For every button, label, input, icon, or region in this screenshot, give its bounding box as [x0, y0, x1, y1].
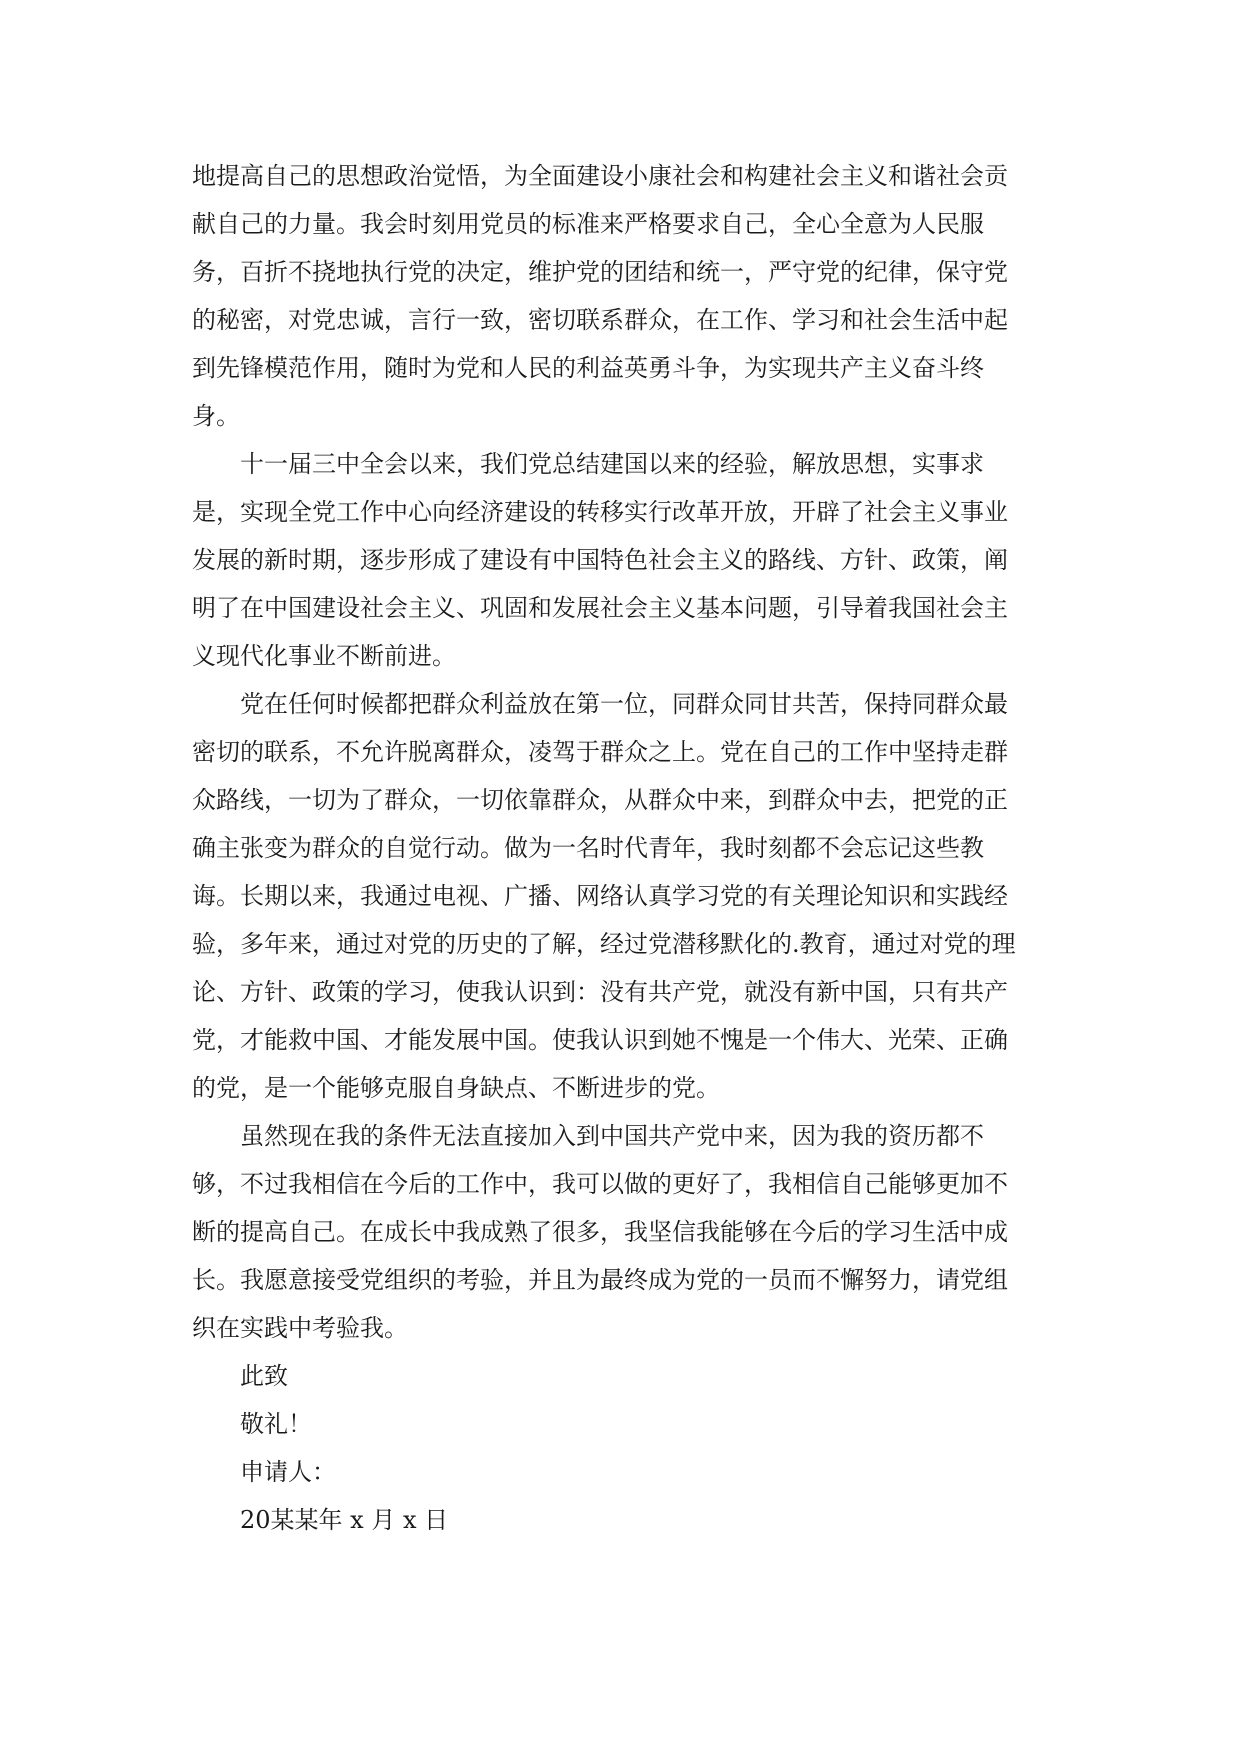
text-line: 诲。长期以来，我通过电视、广播、网络认真学习党的有关理论知识和实践经 [192, 882, 1008, 910]
text-line: 党在任何时候都把群众利益放在第一位，同群众同甘共苦，保持同群众最 [240, 690, 1008, 718]
text-line: 论、方针、政策的学习，使我认识到：没有共产党，就没有新中国，只有共产 [192, 978, 1008, 1006]
regards: 敬礼！ [240, 1410, 312, 1438]
text-line: 虽然现在我的条件无法直接加入到中国共产党中来，因为我的资历都不 [240, 1122, 984, 1150]
text-line: 献自己的力量。我会时刻用党员的标准来严格要求自己，全心全意为人民服 [192, 210, 984, 238]
text-line: 断的提高自己。在成长中我成熟了很多，我坚信我能够在今后的学习生活中成 [192, 1218, 1008, 1246]
salutation: 此致 [240, 1362, 288, 1390]
text-line: 够，不过我相信在今后的工作中，我可以做的更好了，我相信自己能够更加不 [192, 1170, 1008, 1198]
date-line: 20某某年 x 月 x 日 [240, 1506, 449, 1534]
text-line: 到先锋模范作用，随时为党和人民的利益英勇斗争，为实现共产主义奋斗终 [192, 354, 984, 382]
text-line: 的秘密，对党忠诚，言行一致，密切联系群众，在工作、学习和社会生活中起 [192, 306, 1008, 334]
text-line: 地提高自己的思想政治觉悟，为全面建设小康社会和构建社会主义和谐社会贡 [192, 162, 1008, 190]
paragraph-3 [192, 680, 1052, 1112]
text-line: 的党，是一个能够克服自身缺点、不断进步的党。 [192, 1074, 720, 1102]
text-line: 织在实践中考验我。 [192, 1314, 408, 1342]
text-line: 是，实现全党工作中心向经济建设的转移实行改革开放，开辟了社会主义事业 [192, 498, 1008, 526]
paragraph-4 [192, 1112, 1052, 1352]
applicant-signature-line: 申请人： [240, 1458, 336, 1486]
text-line: 众路线，一切为了群众，一切依靠群众，从群众中来，到群众中去，把党的正 [192, 786, 1008, 814]
text-line: 密切的联系，不允许脱离群众，凌驾于群众之上。党在自己的工作中坚持走群 [192, 738, 1008, 766]
text-line: 十一届三中全会以来，我们党总结建国以来的经验，解放思想，实事求 [240, 450, 984, 478]
text-line: 验，多年来，通过对党的历史的了解，经过党潜移默化的.教育，通过对党的理 [192, 930, 1016, 958]
text-line: 身。 [192, 402, 240, 430]
text-line: 确主张变为群众的自觉行动。做为一名时代青年，我时刻都不会忘记这些教 [192, 834, 984, 862]
paragraph-1 [192, 152, 1052, 440]
document-body [192, 152, 1052, 1544]
text-line: 务，百折不挠地执行党的决定，维护党的团结和统一，严守党的纪律，保守党 [192, 258, 1008, 286]
text-line: 义现代化事业不断前进。 [192, 642, 456, 670]
paragraph-2 [192, 440, 1052, 680]
letter-closing [192, 1352, 1052, 1544]
text-line: 长。我愿意接受党组织的考验，并且为最终成为党的一员而不懈努力，请党组 [192, 1266, 1008, 1294]
text-line: 党，才能救中国、才能发展中国。使我认识到她不愧是一个伟大、光荣、正确 [192, 1026, 1008, 1054]
text-line: 明了在中国建设社会主义、巩固和发展社会主义基本问题，引导着我国社会主 [192, 594, 1008, 622]
text-line: 发展的新时期，逐步形成了建设有中国特色社会主义的路线、方针、政策，阐 [192, 546, 1008, 574]
